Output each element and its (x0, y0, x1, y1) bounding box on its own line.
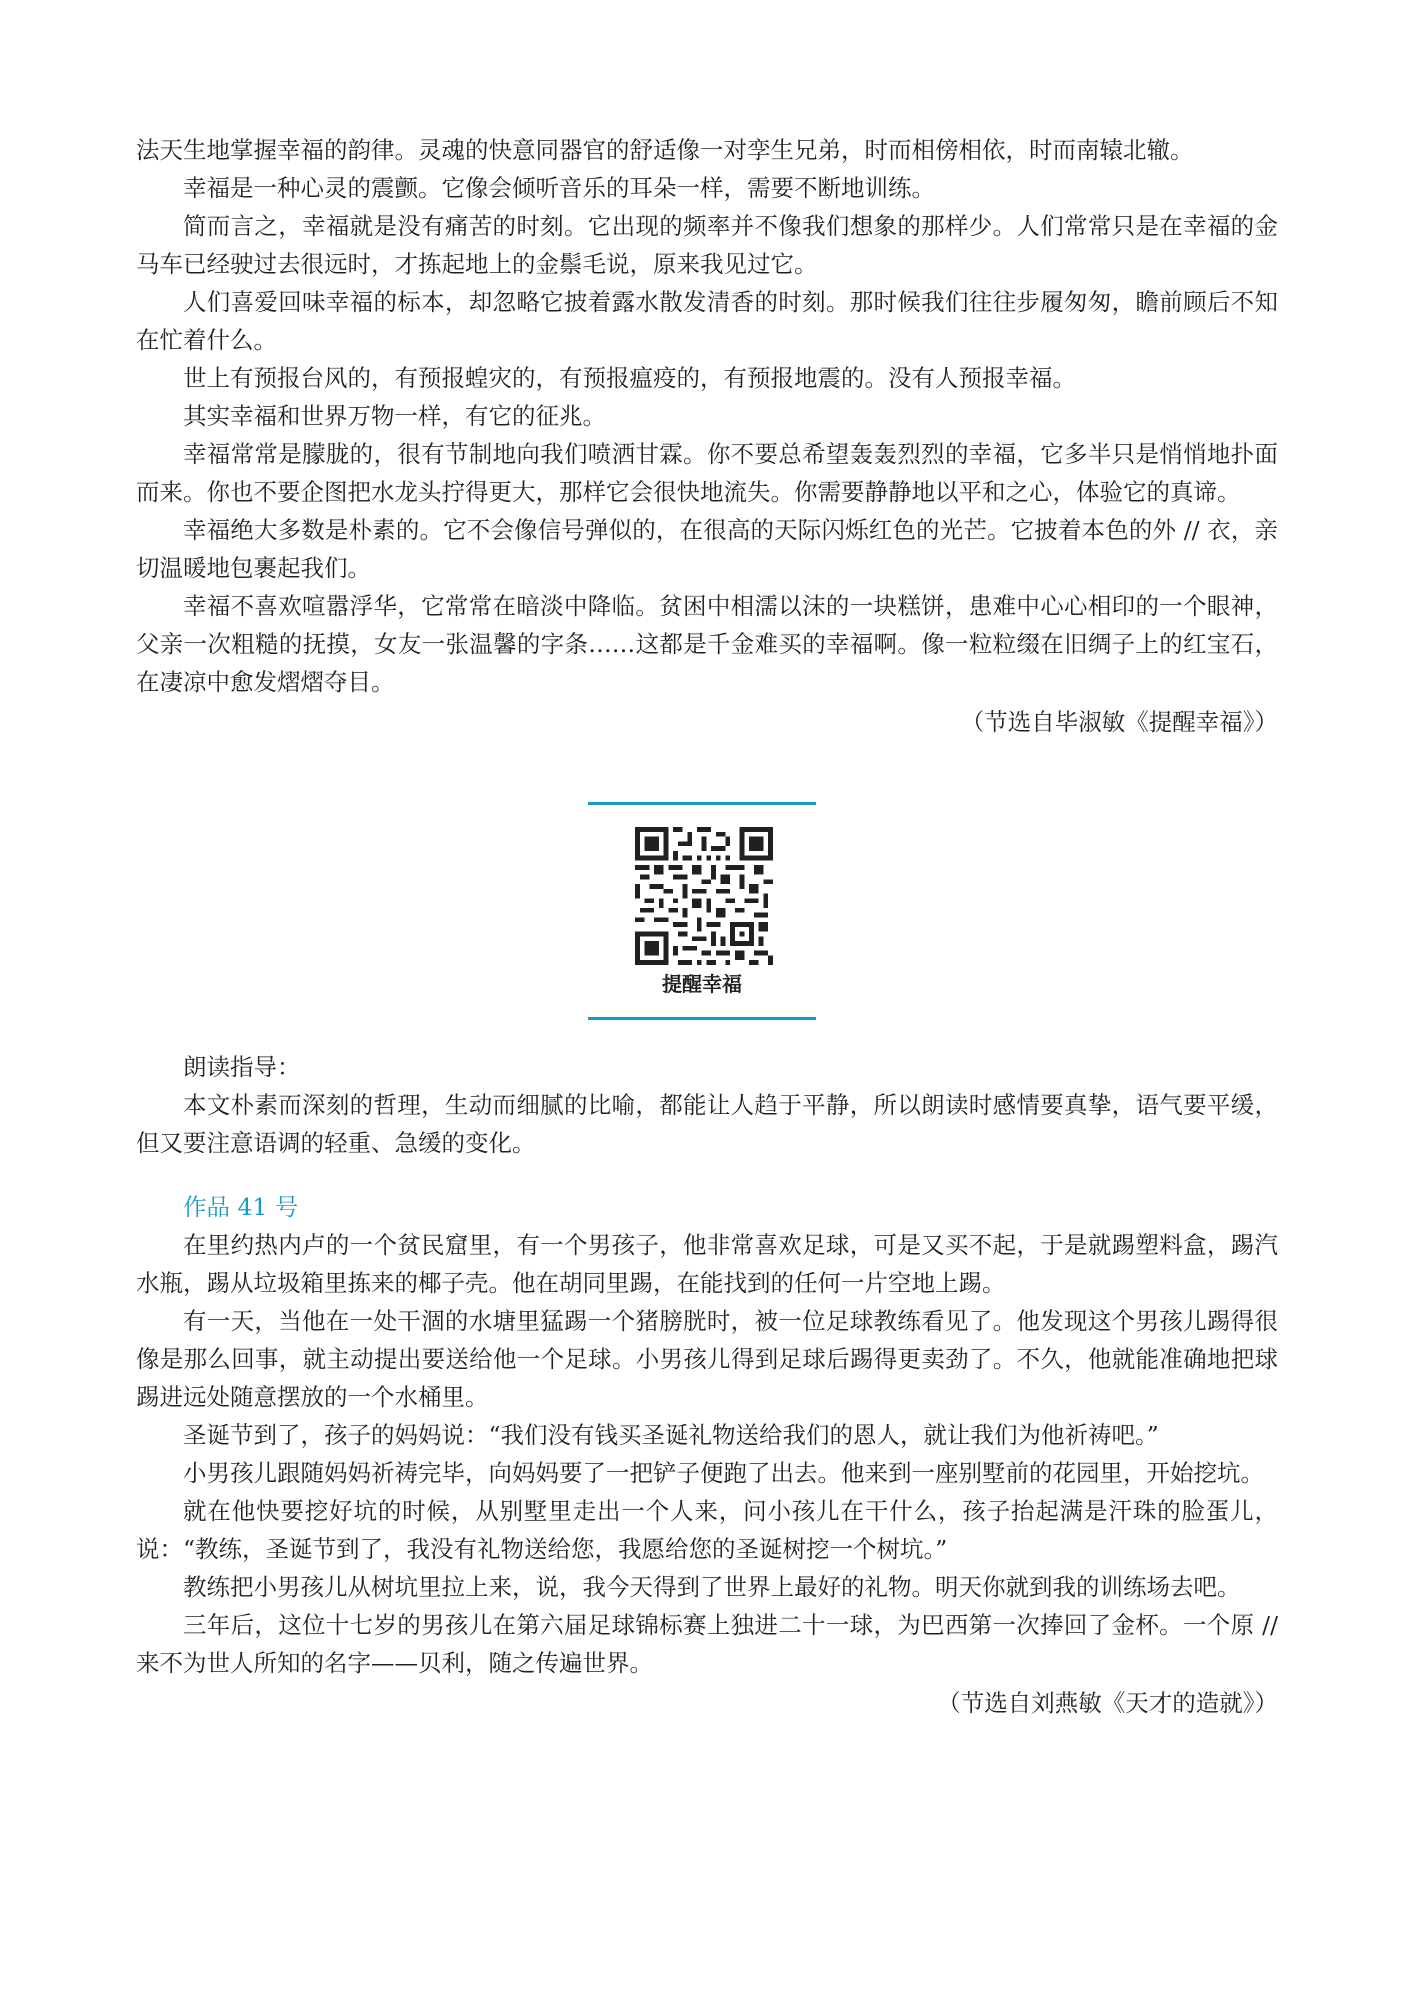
paragraph: 教练把小男孩儿从树坑里拉上来，说，我今天得到了世界上最好的礼物。明天你就到我的训练场去吧。 (183, 1573, 1241, 1601)
qr-code-label: 提醒幸福 (662, 972, 742, 996)
paragraph: 人们喜爱回味幸福的标本，却忽略它披着露水散发清香的时刻。那时候我们往往步履匆匆，瞻前顾后不知在忙着什么。 (136, 288, 1278, 354)
work-title: 作品 41 号 (183, 1193, 299, 1221)
guide-text: 本文朴素而深刻的哲理，生动而细腻的比喻，都能让人趋于平静，所以朗读时感情要真挚，语气要平缓，但又要注意语调的轻重、急缓的变化。 (136, 1091, 1278, 1157)
qr-code-icon[interactable] (635, 827, 773, 965)
paragraph: 三年后，这位十七岁的男孩儿在第六届足球锦标赛上独进二十一球，为巴西第一次捧回了金杯。一个原 // 来不为世人所知的名字——贝利，随之传遍世界。 (136, 1611, 1278, 1677)
paragraph: 小男孩儿跟随妈妈祈祷完毕，向妈妈要了一把铲子便跑了出去。他来到一座别墅前的花园里，开始挖坑。 (183, 1459, 1264, 1487)
paragraph: 幸福常常是朦胧的，很有节制地向我们喷洒甘霖。你不要总希望轰轰烈烈的幸福，它多半只是悄悄地扑面而来。你也不要企图把水龙头拧得更大，那样它会很快地流失。你需要静静地以平和之心，体验它的真谛。 (136, 440, 1278, 506)
divider (588, 802, 816, 805)
paragraph: 法天生地掌握幸福的韵律。灵魂的快意同器官的舒适像一对孪生兄弟，时而相傍相依，时而南辕北辙。 (136, 136, 1194, 164)
passage-41 (136, 1188, 1278, 1722)
paragraph: 其实幸福和世界万物一样，有它的征兆。 (183, 402, 606, 430)
paragraph: 世上有预报台风的，有预报蝗灾的，有预报瘟疫的，有预报地震的。没有人预报幸福。 (183, 364, 1076, 392)
paragraph: 有一天，当他在一处干涸的水塘里猛踢一个猪膀胱时，被一位足球教练看见了。他发现这个男孩儿踢得很像是那么回事，就主动提出要送给他一个足球。小男孩儿得到足球后踢得更卖劲了。不久，他就能准确地把球踢进远处随意摆放的一个水桶里。 (136, 1307, 1278, 1411)
source-citation: （节选自刘燕敏《天才的造就》） (937, 1689, 1278, 1717)
paragraph: 就在他快要挖好坑的时候，从别墅里走出一个人来，问小孩儿在干什么，孩子抬起满是汗珠的脸蛋儿，说：“教练，圣诞节到了，我没有礼物送给您，我愿给您的圣诞树挖一个树坑。” (136, 1497, 1278, 1563)
paragraph: 圣诞节到了，孩子的妈妈说：“我们没有钱买圣诞礼物送给我们的恩人，就让我们为他祈祷吧。” (183, 1421, 1159, 1449)
paragraph: 简而言之，幸福就是没有痛苦的时刻。它出现的频率并不像我们想象的那样少。人们常常只是在幸福的金马车已经驶过去很远时，才拣起地上的金鬃毛说，原来我见过它。 (136, 212, 1278, 278)
reading-guide (136, 1048, 1278, 1162)
guide-heading: 朗读指导： (183, 1053, 301, 1081)
passage-40 (136, 131, 1278, 741)
source-citation: （节选自毕淑敏《提醒幸福》） (960, 708, 1278, 736)
paragraph: 在里约热内卢的一个贫民窟里，有一个男孩子，他非常喜欢足球，可是又买不起，于是就踢塑料盒，踢汽水瓶，踢从垃圾箱里拣来的椰子壳。他在胡同里踢，在能找到的任何一片空地上踢。 (136, 1231, 1278, 1297)
divider (588, 1017, 816, 1020)
paragraph: 幸福是一种心灵的震颤。它像会倾听音乐的耳朵一样，需要不断地训练。 (183, 174, 935, 202)
qr-code-panel (588, 802, 816, 1020)
paragraph: 幸福绝大多数是朴素的。它不会像信号弹似的，在很高的天际闪烁红色的光芒。它披着本色的外 // 衣，亲切温暖地包裹起我们。 (136, 516, 1278, 582)
paragraph: 幸福不喜欢喧嚣浮华，它常常在暗淡中降临。贫困中相濡以沫的一块糕饼，患难中心心相印的一个眼神，父亲一次粗糙的抚摸，女友一张温馨的字条……这都是千金难买的幸福啊。像一粒粒缀在旧绸子上的红宝石，在凄凉中愈发熠熠夺目。 (136, 592, 1278, 696)
